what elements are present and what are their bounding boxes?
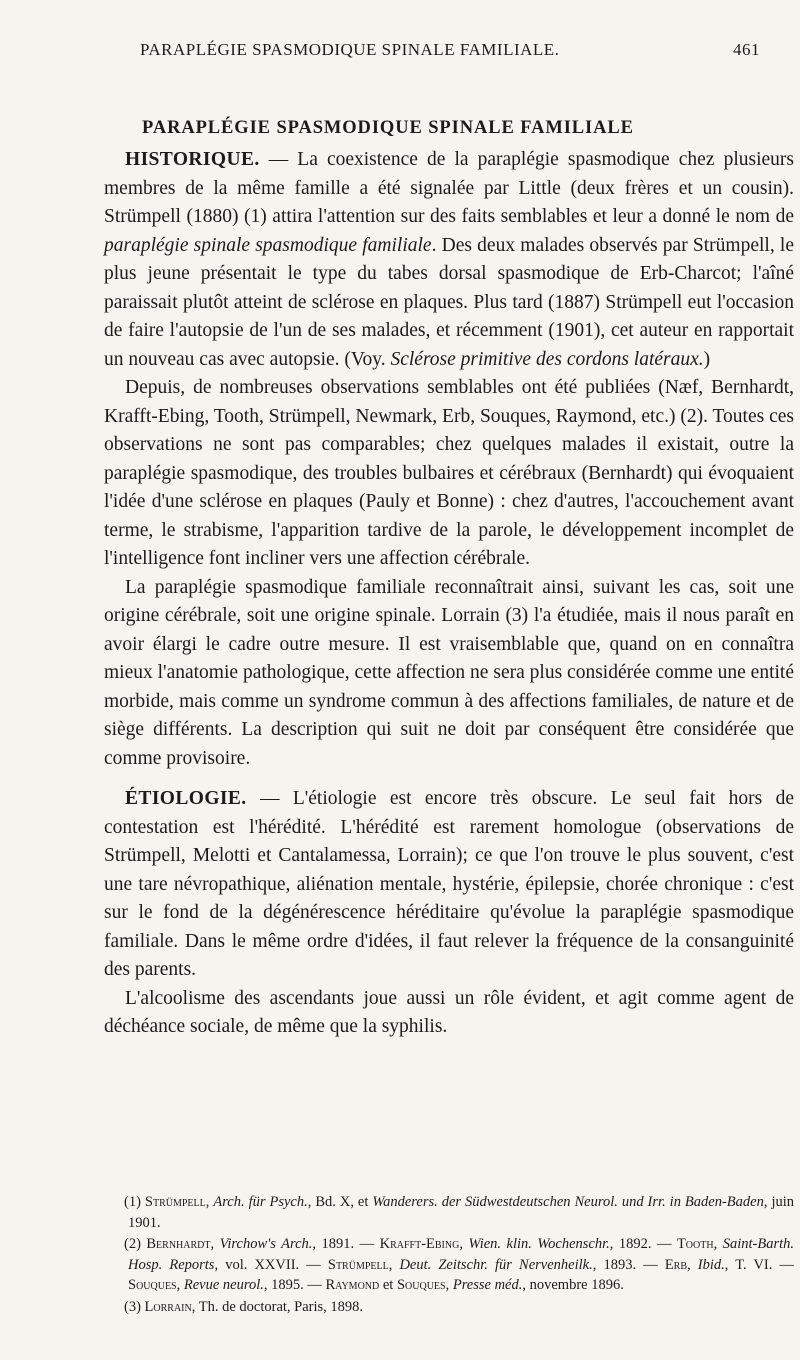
- footnote-text: ,: [713, 1236, 723, 1252]
- footnote-text: , 1893. —: [592, 1256, 665, 1273]
- etiologie-text-1: — L'étiologie est encore très obscure. Le seul fait hors de contestation est l'hérédité. L'hérédité est rarement homologue (observations de Strümpell, Melotti et Cantalamessa, Lorrain); ce que l'on trouve le plus souvent, c'est une tare névropathique, aliénation mentale, hystérie, épilepsie, chorée chronique : c'est sur le fond de la dégénérescence héréditaire qu'évolue la paraplégie spasmodique familiale. Dans le même ordre d'idées, il faut relever la fréquence de la consanguinité des parents.: [104, 788, 794, 980]
- footnotes: [104, 1192, 794, 1318]
- footnote-text: ,: [445, 1277, 453, 1293]
- footnote-text: ,: [205, 1194, 214, 1210]
- footnote-author: Bernhardt: [146, 1236, 211, 1252]
- footnote-text: ,: [388, 1256, 400, 1273]
- footnote-author: Strümpell: [327, 1256, 389, 1273]
- footnote-title: Wien. klin. Wochenschr.: [468, 1236, 610, 1252]
- footnote-author: Erb: [664, 1256, 688, 1273]
- historique-text-1a: — La coexistence de la paraplégie spasmodique chez plusieurs membres de la même famille a été signalée par Little (deux frères et un cousin). Strümpell (1880) (1) attira l'attention sur des faits semblables et leur a donné le nom de: [104, 149, 794, 227]
- section-title: PARAPLÉGIE SPASMODIQUE SPINALE FAMILIALE: [142, 118, 634, 138]
- historique-text-1b: . Des deux malades observés par Strümpell, le plus jeune présentait le type du tabes dorsal spasmodique de Erb-Charcot; l'aîné paraissait plutôt atteint de sclérose en plaques. Plus tard (1887) Strümpell eut l'occasion de faire l'autopsie de l'un de ses malades, et récemment (1901), cet auteur en rapportait un nouveau cas avec autopsie. (Voy.: [104, 234, 794, 370]
- disease-name-term: paraplégie spinale spasmodique familiale: [104, 234, 432, 256]
- footnote-title: Virchow's Arch.: [219, 1236, 313, 1252]
- footnote-text: et: [379, 1277, 397, 1293]
- footnote-number: (2): [124, 1236, 147, 1252]
- footnote-author: Raymond: [325, 1277, 380, 1293]
- footnote-title: Arch. für Psych.: [213, 1194, 308, 1210]
- etiologie-heading: ÉTIOLOGIE.: [125, 788, 247, 809]
- cross-reference: Sclérose primitive des cordons latéraux.: [390, 348, 704, 370]
- historique-paragraph-1: [104, 146, 794, 374]
- footnote-text: , Th. de doctorat, Paris, 1898.: [191, 1298, 364, 1315]
- etiologie-paragraph-1: [104, 785, 794, 985]
- footnote-text: , novembre 1896.: [522, 1277, 624, 1293]
- historique-heading: HISTORIQUE.: [125, 149, 260, 170]
- footnote-text: , 1891. —: [312, 1236, 380, 1252]
- footnote-author: Strümpell: [144, 1194, 206, 1210]
- footnote-title: Revue neurol.: [183, 1277, 264, 1293]
- historique-paragraph-2: Depuis, de nombreuses observations semblables ont été publiées (Næf, Bernhardt, Krafft-Ebing, Tooth, Strümpell, Newmark, Erb, Souques, Raymond, etc.) (2). Toutes ces observations ne sont pas comparables; chez quelques malades il existait, outre la paraplégie spasmodique, des troubles bulbaires et cérébraux (Bernhardt) qui évoquaient l'idée d'une sclérose en plaques (Pauly et Bonne) : chez d'autres, l'accouchement avant terme, le strabisme, l'apparition tardive de la parole, le développement incomplet de l'intelligence font incliner vers une affection cérébrale.: [104, 377, 794, 569]
- etiologie-paragraph-2: L'alcoolisme des ascendants joue aussi un rôle évident, et agit comme agent de déchéance sociale, de même que la syphilis.: [104, 987, 794, 1037]
- historique-paragraph-3: La paraplégie spasmodique familiale reconnaîtrait ainsi, suivant les cas, soit une origine cérébrale, soit une origine spinale. Lorrain (3) l'a étudiée, mais il nous paraît en avoir élargi le cadre outre mesure. Il est vraisemblable que, quand on en connaîtra mieux l'anatomie pathologique, cette affection ne sera plus considérée comme une entité morbide, mais comme un syndrome commun à des affections familiales, de nature et de siège différents. La description qui suit ne doit par conséquent être considérée que comme provisoire.: [104, 576, 794, 769]
- historique-text-1c: ): [703, 348, 711, 370]
- footnote: [104, 1192, 794, 1233]
- footnote-text: ,: [176, 1277, 184, 1293]
- footnote-text: , 1892. —: [609, 1236, 677, 1252]
- page-number: 461: [733, 40, 760, 59]
- footnote-number: (3): [124, 1298, 145, 1315]
- footnote-title: Deut. Zeitschr. für Nervenheilk.: [399, 1256, 593, 1273]
- footnote-author: Souques: [128, 1277, 177, 1293]
- footnote-text: ,: [687, 1256, 698, 1273]
- footnote-author: Krafft-Ebing: [379, 1236, 460, 1252]
- footnote-text: , Bd. X, et: [307, 1194, 373, 1210]
- footnote-number: (1): [124, 1194, 145, 1210]
- footnote: [104, 1234, 794, 1296]
- running-head-title: PARAPLÉGIE SPASMODIQUE SPINALE FAMILIALE.: [140, 40, 560, 59]
- footnote-title: Ibid.: [697, 1256, 725, 1273]
- footnote-author: Souques: [396, 1277, 446, 1293]
- footnote-author: Lorrain: [144, 1298, 192, 1315]
- footnote-text: , vol. XXVII. —: [214, 1256, 328, 1273]
- footnote-text: , 1895. —: [263, 1277, 326, 1293]
- footnote-title: Saint-Barth. Hosp. Reports: [128, 1236, 794, 1273]
- footnote-author: Tooth: [676, 1236, 714, 1252]
- footnote: [104, 1297, 794, 1318]
- footnote-text: ,: [210, 1236, 220, 1252]
- footnote-text: ,: [459, 1236, 469, 1252]
- footnote-text: , juin 1901.: [128, 1194, 794, 1231]
- footnote-title: Wanderers. der Südwestdeutschen Neurol. und Irr. in Baden-Baden: [372, 1194, 764, 1210]
- running-head: [100, 40, 760, 64]
- footnote-text: , T. VI. —: [724, 1256, 794, 1273]
- footnote-title: Presse méd.: [452, 1277, 523, 1293]
- body-text: [104, 146, 794, 1042]
